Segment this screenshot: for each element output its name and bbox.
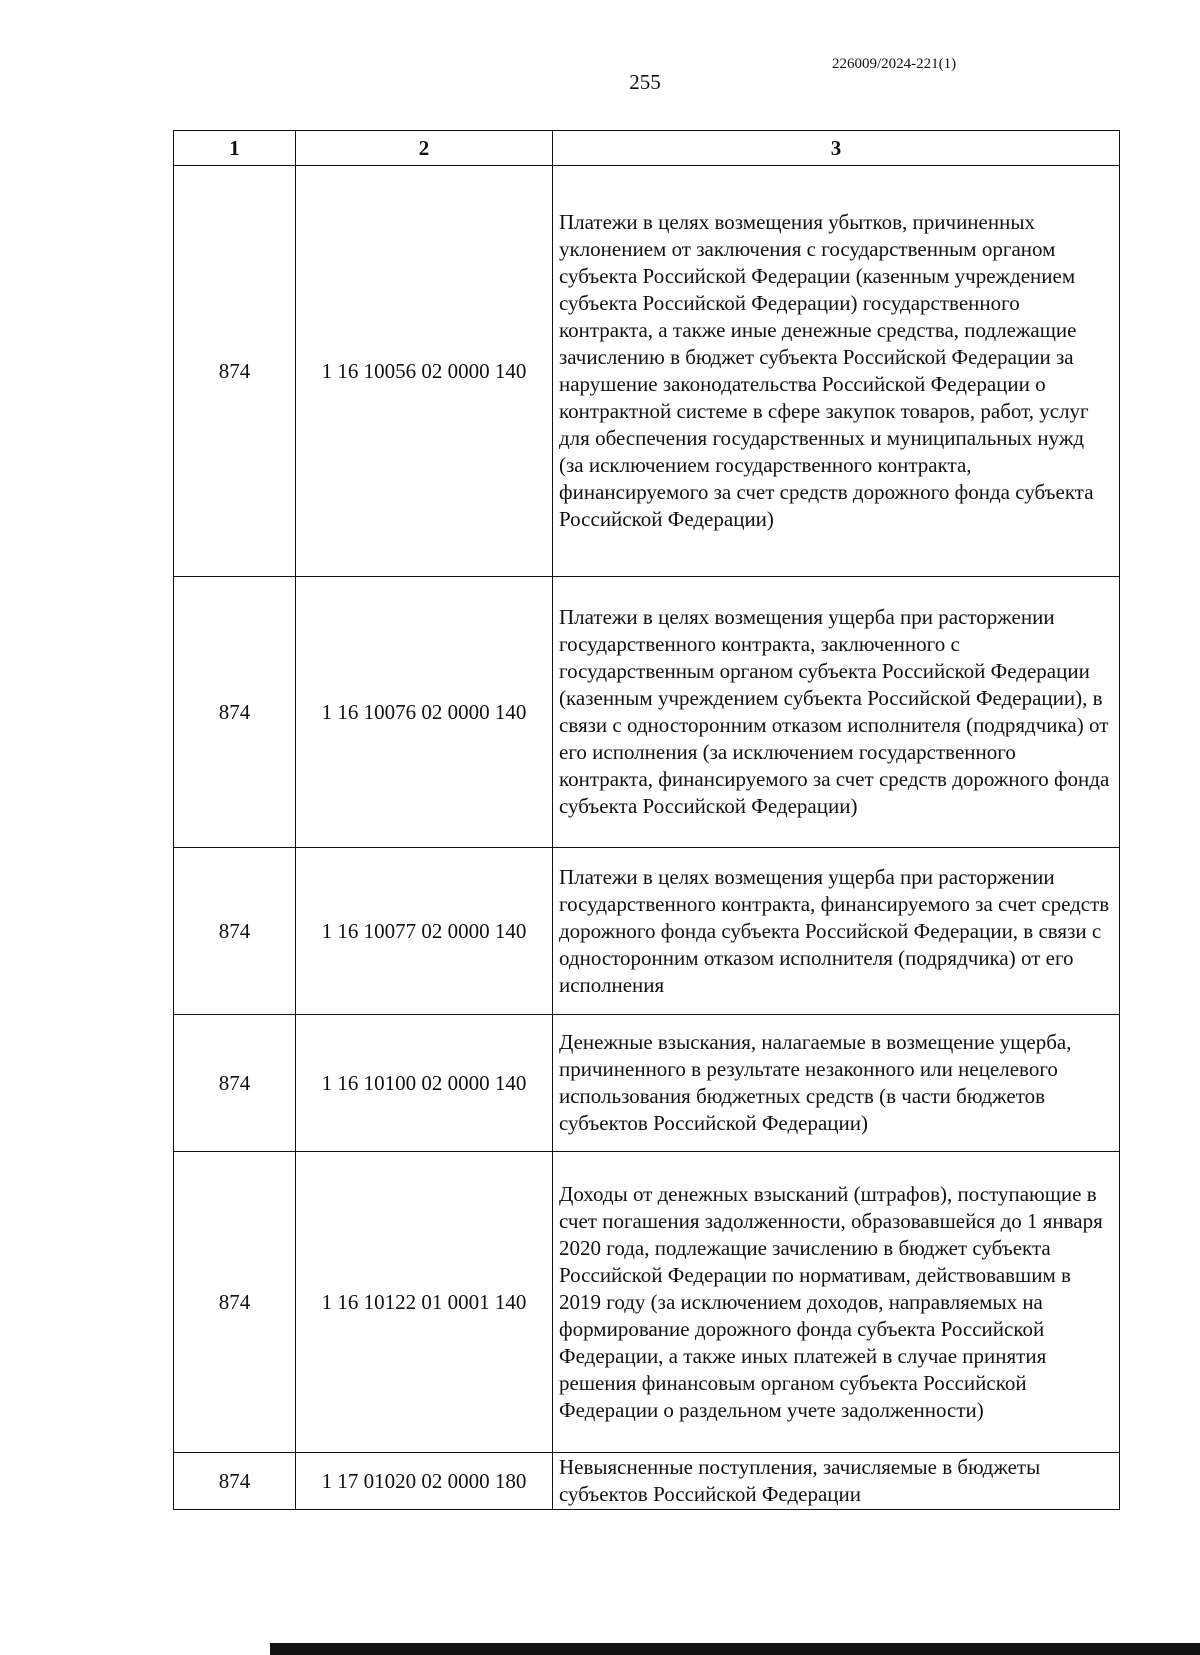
- description-cell: Доходы от денежных взысканий (штрафов), поступающие в счет погашения задолженности, образовавшейся до 1 января 2020 года, подлежащие зачислению в бюджет субъекта Российской Федерации по нормативам, действовавшим в 2019 году (за исключением доходов, направляемых на формирование дорожного фонда субъекта Российской Федерации, а также иных платежей в случае принятия решения финансовым органом субъекта Российской Федерации о раздельном учете задолженности): [553, 1152, 1120, 1453]
- budget-code-cell: 1 16 10077 02 0000 140: [296, 848, 553, 1015]
- admin-code-cell: 874: [174, 1453, 296, 1510]
- budget-classification-table: [173, 130, 1120, 1510]
- page-number: 255: [629, 70, 661, 94]
- table-row: [174, 1453, 1120, 1510]
- budget-code-cell: 1 17 01020 02 0000 180: [296, 1453, 553, 1510]
- budget-code-cell: 1 16 10076 02 0000 140: [296, 577, 553, 848]
- admin-code-cell: 874: [174, 1015, 296, 1152]
- admin-code-cell: 874: [174, 848, 296, 1015]
- table-row: [174, 1152, 1120, 1453]
- admin-code-cell: 874: [174, 1152, 296, 1453]
- admin-code-cell: 874: [174, 166, 296, 577]
- description-cell: Платежи в целях возмещения убытков, причиненных уклонением от заключения с государственным органом субъекта Российской Федерации (казенным учреждением субъекта Российской Федерации) государственного контракта, а также иные денежные средства, подлежащие зачислению в бюджет субъекта Российской Федерации за нарушение законодательства Российской Федерации о контрактной системе в сфере закупок товаров, работ, услуг для обеспечения государственных и муниципальных нужд (за исключением государственного контракта, финансируемого за счет средств дорожного фонда субъекта Российской Федерации): [553, 166, 1120, 577]
- description-cell: Денежные взыскания, налагаемые в возмещение ущерба, причиненного в результате незаконного или нецелевого использования бюджетных средств (в части бюджетов субъектов Российской Федерации): [553, 1015, 1120, 1152]
- description-cell: Платежи в целях возмещения ущерба при расторжении государственного контракта, финансируемого за счет средств дорожного фонда субъекта Российской Федерации, в связи с односторонним отказом исполнителя (подрядчика) от его исполнения: [553, 848, 1120, 1015]
- column-header-1: 1: [174, 131, 296, 166]
- description-cell: Невыясненные поступления, зачисляемые в бюджеты субъектов Российской Федерации: [553, 1453, 1120, 1510]
- table-row: [174, 848, 1120, 1015]
- column-header-2: 2: [296, 131, 553, 166]
- table-row: [174, 166, 1120, 577]
- column-header-3: 3: [553, 131, 1120, 166]
- budget-code-cell: 1 16 10056 02 0000 140: [296, 166, 553, 577]
- budget-code-cell: 1 16 10100 02 0000 140: [296, 1015, 553, 1152]
- scan-edge-shadow: [270, 1643, 1200, 1655]
- document-id: 226009/2024-221(1): [832, 56, 957, 72]
- table-row: [174, 1015, 1120, 1152]
- budget-code-cell: 1 16 10122 01 0001 140: [296, 1152, 553, 1453]
- table-row: [174, 577, 1120, 848]
- description-cell: Платежи в целях возмещения ущерба при расторжении государственного контракта, заключенного с государственным органом субъекта Российской Федерации (казенным учреждением субъекта Российской Федерации), в связи с односторонним отказом исполнителя (подрядчика) от его исполнения (за исключением государственного контракта, финансируемого за счет средств дорожного фонда субъекта Российской Федерации): [553, 577, 1120, 848]
- admin-code-cell: 874: [174, 577, 296, 848]
- table-header-row: [174, 131, 1120, 166]
